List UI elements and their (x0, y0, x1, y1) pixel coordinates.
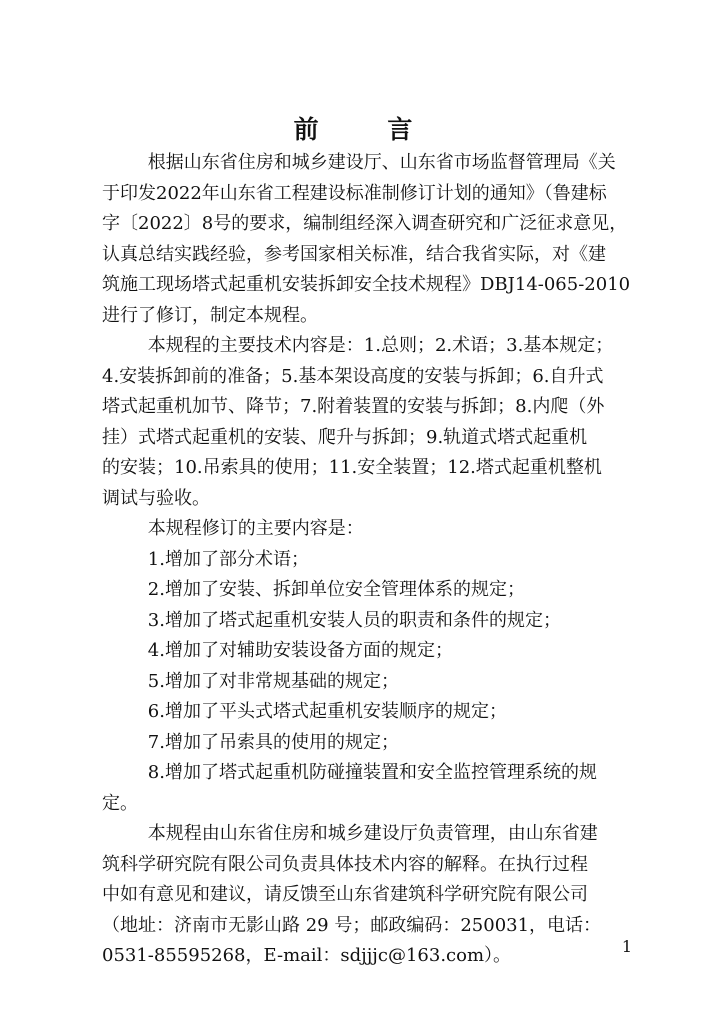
list-item: 8.增加了塔式起重机防碰撞装置和安全监控管理系统的规 (102, 762, 597, 783)
text-line: 调试与验收。 (102, 487, 210, 509)
list-item: 2.增加了安装、拆卸单位安全管理体系的规定； (102, 579, 525, 600)
text-line: 筑施工现场塔式起重机安装拆卸安全技术规程》DBJ14-065-2010 (102, 274, 631, 295)
text-line: 定。 (102, 792, 138, 814)
text-line: 本规程的主要技术内容是：1.总则；2.术语；3.基本规定； (102, 335, 614, 356)
text-line: 字〔2022〕8号的要求，编制组经深入调查研究和广泛征求意见， (102, 213, 628, 234)
list-item: 1.增加了部分术语； (102, 548, 309, 570)
list-item: 5.增加了对非常规基础的规定； (102, 670, 399, 692)
page-title: 前 言 (293, 115, 443, 144)
text-line: 4.安装拆卸前的准备；5.基本架设高度的安装与拆卸；6.自升式 (102, 365, 604, 387)
text-line: 于印发2022年山东省工程建设标准制修订计划的通知》（鲁建标 (102, 182, 607, 204)
text-line: 根据山东省住房和城乡建设厅、山东省市场监督管理局《关 (102, 152, 616, 173)
text-line: 筑科学研究院有限公司负责具体技术内容的解释。在执行过程 (102, 853, 588, 875)
list-item: 6.增加了平头式塔式起重机安装顺序的规定； (102, 701, 507, 722)
text-line: 本规程由山东省住房和城乡建设厅负责管理，由山东省建 (102, 823, 598, 844)
list-item: 7.增加了吊索具的使用的规定； (102, 731, 399, 753)
text-line: 进行了修订，制定本规程。 (102, 304, 318, 326)
document-body (102, 148, 632, 972)
text-line: 塔式起重机加节、降节；7.附着装置的安装与拆卸；8.内爬（外 (102, 396, 605, 417)
text-line: 认真总结实践经验，参考国家相关标准，结合我省实际，对《建 (102, 243, 606, 265)
text-line: 0531-85595268，E-mail：sdjjjc@163.com）。 (102, 945, 512, 966)
list-item: 3.增加了塔式起重机安装人员的职责和条件的规定； (102, 609, 561, 631)
page-number: 1 (621, 937, 632, 956)
text-line: 本规程修订的主要内容是： (102, 518, 364, 539)
list-item: 4.增加了对辅助安装设备方面的规定； (102, 640, 453, 661)
text-line: （地址：济南市无影山路 29 号；邮政编码：250031，电话： (102, 914, 602, 936)
text-line: 中如有意见和建议，请反馈至山东省建筑科学研究院有限公司 (102, 884, 588, 905)
text-line: 的安装；10.吊索具的使用；11.安全装置；12.塔式起重机整机 (102, 457, 602, 478)
text-line: 挂）式塔式起重机的安装、爬升与拆卸；9.轨道式塔式起重机 (102, 426, 588, 448)
